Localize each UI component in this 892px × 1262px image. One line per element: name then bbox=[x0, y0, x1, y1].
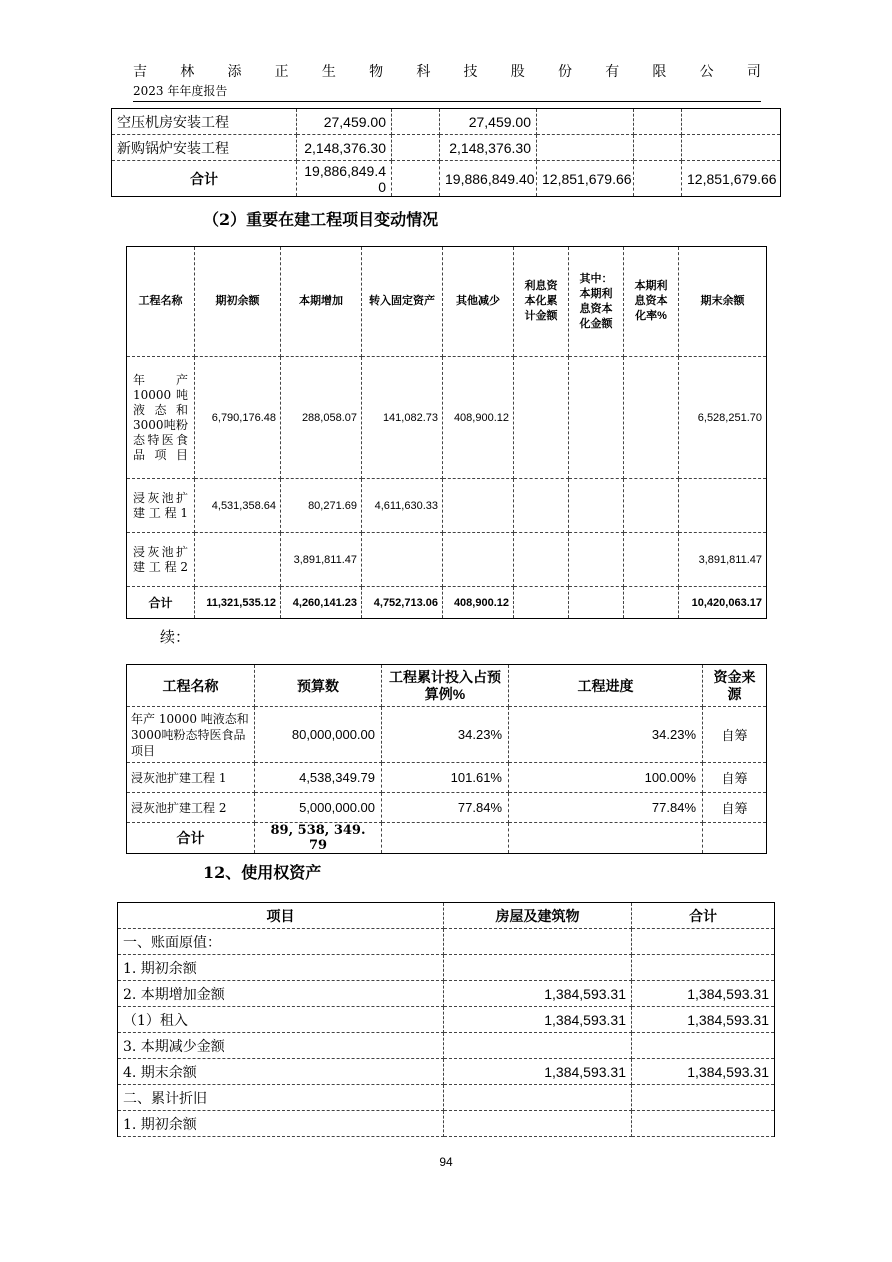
row-label: （1）租入 bbox=[118, 1007, 444, 1033]
table-cell: 12,851,679.66 bbox=[537, 161, 634, 197]
table-cell bbox=[632, 929, 775, 955]
company-char: 吉 bbox=[133, 64, 147, 80]
table-cell bbox=[634, 161, 682, 197]
project-budget-table bbox=[126, 664, 767, 854]
column-header: 工程进度 bbox=[509, 665, 703, 707]
table-row bbox=[118, 981, 775, 1007]
table-cell bbox=[682, 109, 781, 135]
table-row bbox=[118, 1111, 775, 1137]
project-name: 浸灰池扩建工程2 bbox=[127, 533, 195, 587]
table-header-row bbox=[127, 247, 767, 357]
table-cell bbox=[444, 1111, 632, 1137]
table-cell bbox=[382, 823, 509, 854]
company-char: 正 bbox=[274, 64, 289, 80]
table-header-row bbox=[127, 665, 767, 707]
table-cell bbox=[569, 587, 624, 619]
column-header: 工程名称 bbox=[127, 247, 195, 357]
company-char: 林 bbox=[180, 64, 195, 80]
company-char: 添 bbox=[227, 64, 242, 80]
table-cell bbox=[362, 533, 443, 587]
table-cell: 77.84% bbox=[382, 793, 509, 823]
table-cell bbox=[624, 357, 679, 479]
company-char: 司 bbox=[746, 64, 761, 80]
table-cell: 10,420,063.17 bbox=[679, 587, 767, 619]
column-header: 利息资本化累计金额 bbox=[514, 247, 569, 357]
column-header: 合计 bbox=[632, 903, 775, 929]
table-cell bbox=[392, 161, 440, 197]
column-header: 项目 bbox=[118, 903, 444, 929]
table-cell: 77.84% bbox=[509, 793, 703, 823]
company-char: 公 bbox=[699, 64, 714, 80]
construction-summary-table bbox=[111, 108, 781, 197]
column-header: 预算数 bbox=[255, 665, 382, 707]
table-cell bbox=[514, 357, 569, 479]
table-cell bbox=[569, 479, 624, 533]
table-row bbox=[112, 135, 781, 161]
table-cell bbox=[537, 109, 634, 135]
column-header: 工程累计投入占预算例% bbox=[382, 665, 509, 707]
project-name: 年产 10000 吨液态和3000吨粉态特医食品项目 bbox=[127, 707, 255, 763]
table-cell bbox=[569, 357, 624, 479]
table-cell: 12,851,679.66 bbox=[682, 161, 781, 197]
table-cell: 5,000,000.00 bbox=[255, 793, 382, 823]
table-cell: 4,260,141.23 bbox=[281, 587, 362, 619]
table-cell: 3,891,811.47 bbox=[679, 533, 767, 587]
table-cell: 1,384,593.31 bbox=[444, 1007, 632, 1033]
project-name: 浸灰池扩建工程 2 bbox=[127, 793, 255, 823]
header-divider bbox=[133, 101, 761, 102]
column-header: 本期增加 bbox=[281, 247, 362, 357]
column-header: 本期利息资本化率% bbox=[624, 247, 679, 357]
table-cell bbox=[632, 1111, 775, 1137]
company-char: 科 bbox=[416, 64, 431, 80]
project-name: 空压机房安装工程 bbox=[112, 109, 297, 135]
table-cell bbox=[392, 135, 440, 161]
table-cell: 1,384,593.31 bbox=[444, 1059, 632, 1085]
table-row bbox=[127, 533, 767, 587]
table-cell bbox=[392, 109, 440, 135]
table-row bbox=[118, 929, 775, 955]
page-header bbox=[133, 62, 761, 99]
company-char: 技 bbox=[463, 64, 478, 80]
table-cell: 19,886,849.40 bbox=[440, 161, 537, 197]
table-cell bbox=[444, 1085, 632, 1111]
column-header: 其他减少 bbox=[443, 247, 514, 357]
table-cell: 4,752,713.06 bbox=[362, 587, 443, 619]
table-cell: 6,528,251.70 bbox=[679, 357, 767, 479]
table-cell bbox=[195, 533, 281, 587]
table-cell bbox=[624, 533, 679, 587]
table-cell: 101.61% bbox=[382, 763, 509, 793]
project-change-table bbox=[126, 246, 767, 619]
table-cell: 408,900.12 bbox=[443, 357, 514, 479]
table-cell bbox=[514, 479, 569, 533]
table-cell bbox=[634, 135, 682, 161]
table-cell bbox=[514, 587, 569, 619]
table-cell: 1,384,593.31 bbox=[632, 1007, 775, 1033]
project-name: 新购锅炉安装工程 bbox=[112, 135, 297, 161]
row-label: 3. 本期减少金额 bbox=[118, 1033, 444, 1059]
table-cell bbox=[514, 533, 569, 587]
table-row bbox=[118, 1033, 775, 1059]
table-cell: 自筹 bbox=[703, 763, 767, 793]
table-row bbox=[127, 793, 767, 823]
column-header: 工程名称 bbox=[127, 665, 255, 707]
table-cell: 19,886,849.40 bbox=[297, 161, 392, 197]
table-header-row bbox=[118, 903, 775, 929]
table-cell: 100.00% bbox=[509, 763, 703, 793]
column-header: 资金来源 bbox=[703, 665, 767, 707]
table-row bbox=[112, 109, 781, 135]
company-char: 股 bbox=[510, 64, 525, 80]
row-label: 1. 期初余额 bbox=[118, 955, 444, 981]
row-label: 4. 期末余额 bbox=[118, 1059, 444, 1085]
project-name: 浸灰池扩建工程 1 bbox=[127, 763, 255, 793]
total-row bbox=[127, 823, 767, 854]
table-row bbox=[118, 1085, 775, 1111]
table-cell: 3,891,811.47 bbox=[281, 533, 362, 587]
table-row bbox=[127, 763, 767, 793]
company-char: 物 bbox=[369, 64, 384, 80]
table-cell: 27,459.00 bbox=[440, 109, 537, 135]
table-cell: 34.23% bbox=[509, 707, 703, 763]
table-cell: 80,000,000.00 bbox=[255, 707, 382, 763]
total-row bbox=[112, 161, 781, 197]
table-cell: 408,900.12 bbox=[443, 587, 514, 619]
section-title: （2）重要在建工程项目变动情况 bbox=[203, 210, 439, 229]
table-cell bbox=[634, 109, 682, 135]
total-label: 合计 bbox=[112, 161, 297, 197]
company-char: 生 bbox=[321, 64, 336, 80]
row-label: 1. 期初余额 bbox=[118, 1111, 444, 1137]
table-cell: 1,384,593.31 bbox=[632, 981, 775, 1007]
table-cell: 6,790,176.48 bbox=[195, 357, 281, 479]
table-cell: 4,531,358.64 bbox=[195, 479, 281, 533]
company-name bbox=[133, 62, 761, 82]
project-name: 浸灰池扩建工程1 bbox=[127, 479, 195, 533]
table-cell: 2,148,376.30 bbox=[297, 135, 392, 161]
company-char: 份 bbox=[557, 64, 572, 80]
column-header: 期初余额 bbox=[195, 247, 281, 357]
table-cell bbox=[569, 533, 624, 587]
table-cell bbox=[509, 823, 703, 854]
table-cell bbox=[624, 587, 679, 619]
table-cell: 80,271.69 bbox=[281, 479, 362, 533]
column-header: 其中：本期利息资本化金额 bbox=[569, 247, 624, 357]
row-label: 二、累计折旧 bbox=[118, 1085, 444, 1111]
table-cell: 4,538,349.79 bbox=[255, 763, 382, 793]
total-row bbox=[127, 587, 767, 619]
table-row bbox=[127, 479, 767, 533]
table-cell: 自筹 bbox=[703, 793, 767, 823]
company-char: 有 bbox=[605, 64, 620, 80]
table-cell bbox=[682, 135, 781, 161]
section-title: 12、使用权资产 bbox=[203, 863, 322, 882]
table-cell bbox=[679, 479, 767, 533]
table-row bbox=[118, 955, 775, 981]
table-cell: 1,384,593.31 bbox=[632, 1059, 775, 1085]
row-label: 一、账面原值： bbox=[118, 929, 444, 955]
column-header: 房屋及建筑物 bbox=[444, 903, 632, 929]
table-row bbox=[118, 1007, 775, 1033]
table-cell bbox=[443, 533, 514, 587]
table-cell bbox=[537, 135, 634, 161]
table-cell: 自筹 bbox=[703, 707, 767, 763]
table-cell: 11,321,535.12 bbox=[195, 587, 281, 619]
table-cell: 141,082.73 bbox=[362, 357, 443, 479]
table-row bbox=[127, 707, 767, 763]
project-name: 年产10000吨液态和3000吨粉态特医食品项目 bbox=[127, 357, 195, 479]
table-cell bbox=[444, 929, 632, 955]
table-cell bbox=[624, 479, 679, 533]
table-cell: 27,459.00 bbox=[297, 109, 392, 135]
table-row bbox=[127, 357, 767, 479]
column-header: 期末余额 bbox=[679, 247, 767, 357]
table-cell: 1,384,593.31 bbox=[444, 981, 632, 1007]
right-of-use-assets-table bbox=[117, 902, 775, 1137]
table-cell bbox=[444, 1033, 632, 1059]
table-cell: 89, 538, 349. 79 bbox=[255, 823, 382, 854]
table-cell bbox=[632, 955, 775, 981]
row-label: 2. 本期增加金额 bbox=[118, 981, 444, 1007]
total-label: 合计 bbox=[127, 823, 255, 854]
table-cell: 4,611,630.33 bbox=[362, 479, 443, 533]
table-cell: 34.23% bbox=[382, 707, 509, 763]
table-cell bbox=[443, 479, 514, 533]
report-title: 2023 年年度报告 bbox=[133, 84, 228, 98]
table-cell bbox=[444, 955, 632, 981]
table-cell bbox=[632, 1085, 775, 1111]
table-cell: 288,058.07 bbox=[281, 357, 362, 479]
table-cell bbox=[632, 1033, 775, 1059]
company-char: 限 bbox=[652, 64, 667, 80]
total-label: 合计 bbox=[127, 587, 195, 619]
table-cell bbox=[703, 823, 767, 854]
continued-label: 续： bbox=[160, 628, 191, 646]
table-cell: 2,148,376.30 bbox=[440, 135, 537, 161]
page-number: 94 bbox=[439, 1155, 453, 1169]
table-row bbox=[118, 1059, 775, 1085]
column-header: 转入固定资产 bbox=[362, 247, 443, 357]
